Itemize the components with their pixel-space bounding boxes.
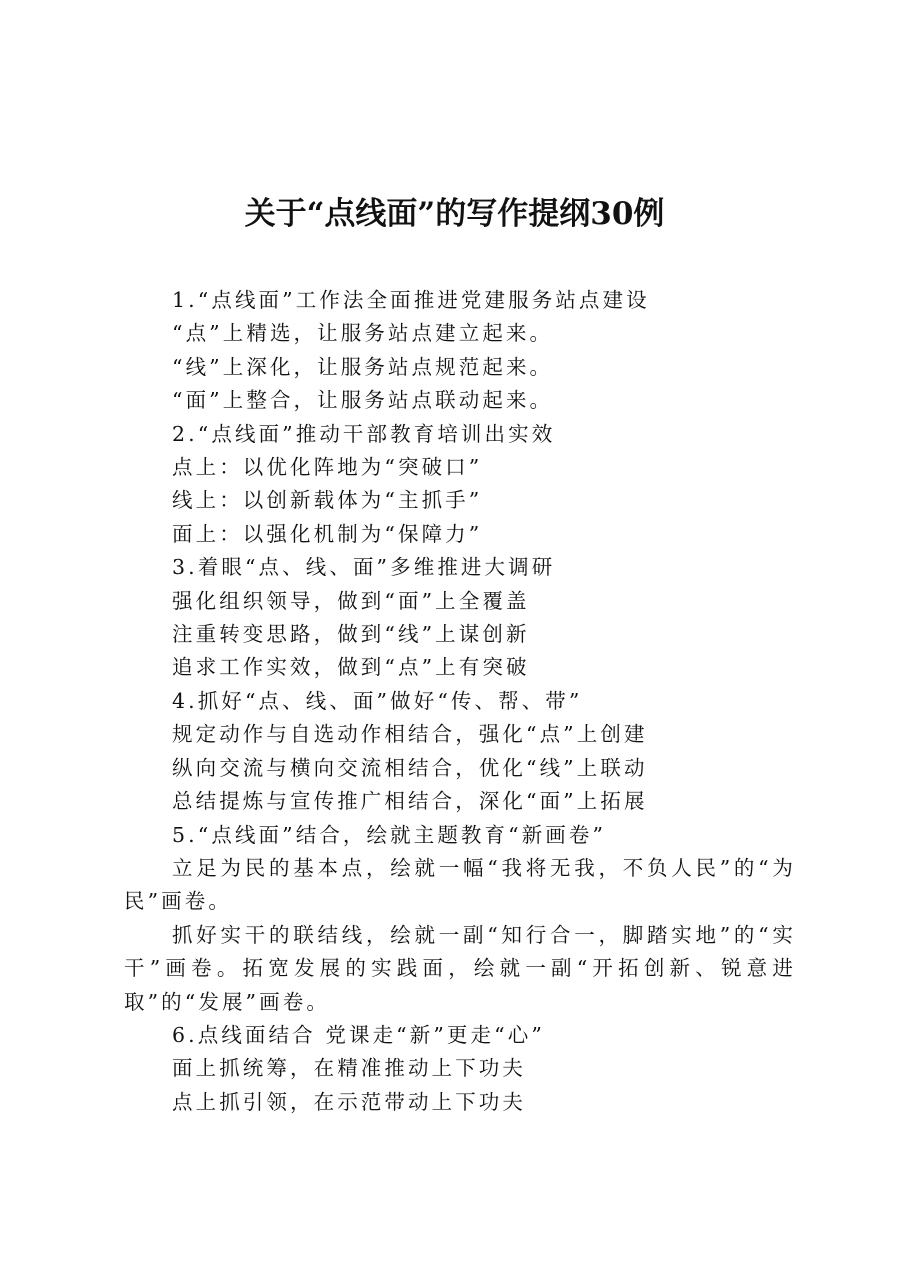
paragraph: 追求工作实效，做到“点”上有突破 — [172, 655, 530, 680]
paragraph: 抓好实干的联结线，绘就一副“知行合一，脚踏实地”的“实干”画卷。拓宽发展的实践面，绘就一副“开拓创新、锐意进取”的“发展”画卷。 — [124, 922, 796, 1014]
document-body — [124, 284, 796, 1119]
paragraph: 总结提炼与宣传推广相结合，深化“面”上拓展 — [172, 789, 648, 814]
paragraph: 点上：以优化阵地为“突破口” — [172, 455, 483, 480]
paragraph: “面”上整合，让服务站点联动起来。 — [172, 388, 554, 413]
paragraph: 3.着眼“点、线、面”多维推进大调研 — [172, 555, 556, 580]
document-title: 关于“点线面”的写作提纲30例 — [244, 196, 665, 232]
paragraph: 1.“点线面”工作法全面推进党建服务站点建设 — [172, 288, 650, 312]
paragraph: 纵向交流与横向交流相结合，优化“线”上联动 — [172, 755, 648, 780]
paragraph: “点”上精选，让服务站点建立起来。 — [172, 321, 554, 346]
paragraph: “线”上深化，让服务站点规范起来。 — [172, 354, 554, 379]
paragraph: 4.抓好“点、线、面”做好“传、帮、带” — [172, 688, 583, 713]
paragraph: 6.点线面结合 党课走“新”更走“心” — [172, 1022, 545, 1047]
paragraph: 点上抓引领，在示范带动上下功夫 — [172, 1089, 526, 1114]
paragraph: 规定动作与自选动作相结合，强化“点”上创建 — [172, 722, 648, 747]
paragraph: 注重转变思路，做到“线”上谋创新 — [172, 622, 530, 647]
paragraph: 5.“点线面”结合，绘就主题教育“新画卷” — [172, 822, 607, 847]
paragraph: 强化组织领导，做到“面”上全覆盖 — [172, 588, 530, 613]
paragraph: 线上：以创新载体为“主抓手” — [172, 488, 483, 513]
paragraph: 立足为民的基本点，绘就一幅“我将无我，不负人民”的“为民”画卷。 — [124, 855, 796, 914]
paragraph: 面上：以强化机制为“保障力” — [172, 521, 483, 546]
paragraph: 2.“点线面”推动干部教育培训出实效 — [172, 421, 556, 446]
paragraph: 面上抓统筹，在精准推动上下功夫 — [172, 1056, 526, 1081]
